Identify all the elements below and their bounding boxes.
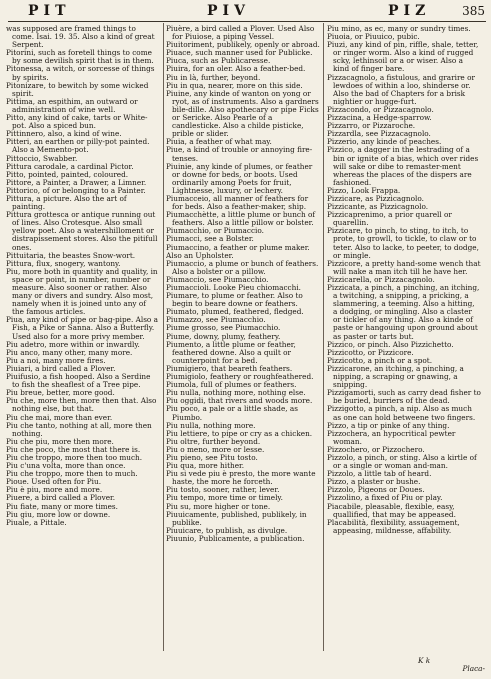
dictionary-entry: Piu è piu, more and more. xyxy=(6,485,103,495)
dictionary-entry: Pizzicarone, an itching, a pinching, a nipping, a scraping or gnawing, a snipping. xyxy=(327,363,464,390)
dictionary-entry: Piu adetro, more within or inwardly. xyxy=(6,339,140,349)
dictionary-entry: Piu nulla, nothing more, nothing else. xyxy=(166,388,306,398)
dictionary-entry: Piu tempo, more time or timely. xyxy=(166,493,283,503)
dictionary-entry: Piumacchio, or Piumaccio. xyxy=(166,226,264,236)
dictionary-entry: Pizzicore, a pretty hand-some wench that will nake a man itch till he have her. xyxy=(327,258,481,276)
dictionary-entry: Pittinnero, also, a kind of wine. xyxy=(6,129,122,139)
dictionary-entry: Pittuitaria, the beastes Snow-wort. xyxy=(6,250,136,260)
dictionary-entry: Pizzochera, an hypocritical pewter woman. xyxy=(327,428,456,446)
page-number: 385 xyxy=(462,4,485,18)
dictionary-entry: Piuuicamente, published, publikely, in publike. xyxy=(166,509,307,527)
dictionary-entry: Pizzacina, a Hedge-sparrow. xyxy=(327,113,432,123)
dictionary-entry: Pizzolo, a little tab of heard. xyxy=(327,469,432,479)
dictionary-entry: Piuifusio, a fish hooped. Also a Serdine to fish the sheaflest of a Tree pipe. xyxy=(6,372,151,390)
dictionary-entry: Piu che piu, more then more. xyxy=(6,436,114,446)
dictionary-entry: Piuuicare, to publish, as divulge. xyxy=(166,525,288,535)
dictionary-entry: Pizzarro, or Pizzaroche. xyxy=(327,121,416,131)
dictionary-entry: Pittura grottesca or antique running out of lines. Also Crotesque. Also small yellow poet. Also a watershilloment or distrapissement stores. Also the pitifull ones. xyxy=(6,210,158,252)
dictionary-entry: Pittima, an espithim, an outward or administration of wine well. xyxy=(6,96,138,114)
dictionary-entry: Pizzicante, as Pizzicagnolo. xyxy=(327,202,429,212)
dictionary-entry: Piuiari, a bird called a Plover. xyxy=(6,363,116,373)
dictionary-entry: Piumaccio, a plume or bunch of feathers. Also a bolster or a pillow. xyxy=(166,258,319,276)
dictionary-entry: Piuira, for an oler. Also a feather-bed. xyxy=(166,64,306,74)
column-2 xyxy=(166,25,320,651)
dictionary-entry: Pizzerio, any kinde of peaches. xyxy=(327,137,442,147)
dictionary-entry: Piuine, any kinde of wanton on yong or ryot, as of instruments. Also a gardners bile-dille. Also apothecary or pipe Ficks or Sericke. Also Pearle of a candlesticke. Also a childe pisticke, prible or slider. xyxy=(166,88,319,139)
dictionary-entry: Piu che poco, the most that there is. xyxy=(6,444,141,454)
dictionary-entry: Piuere, a bird called a Plover. xyxy=(6,493,116,503)
dictionary-entry: Piumola, full of plumes or feathers. xyxy=(166,380,297,390)
dictionary-entry: Piuale, a Pittale. xyxy=(6,517,67,527)
dictionary-entry: Pittura carodale, a cardinal Pictor. xyxy=(6,161,134,171)
dictionary-entry: Piu tosto, sooner, rather, lever. xyxy=(166,485,280,495)
dictionary-entry: Placabilità, flexibility, assuagement, appeasing, mildnesse, affability. xyxy=(327,517,460,535)
dictionary-entry: Piuunio, Publicamente, a publication. xyxy=(166,533,305,543)
column-1 xyxy=(6,25,160,651)
dictionary-entry: Pizzolo, Pigeons or Doues. xyxy=(327,485,425,495)
dictionary-entry: Piu poco, a pale or a little shade, as Piumbo. xyxy=(166,404,298,422)
dictionary-entry: Piu o meno, more or lesse. xyxy=(166,444,265,454)
dictionary-entry: Piu giu, more low or downe. xyxy=(6,509,111,519)
dictionary-entry: Piumato, plumed, feathered, fledged. xyxy=(166,307,304,317)
column-3 xyxy=(327,25,481,651)
dictionary-entry: Piu su, more higher or tone. xyxy=(166,501,271,511)
dictionary-entry: Pizzicotto, a pinch or a spot. xyxy=(327,355,433,365)
dictionary-entry: Piumaccino, a feather or plume maker. xyxy=(166,242,310,252)
dictionary-entry: Pizzigotto, a pinch, a nip. Also as much as one can hold betweene two fingers. xyxy=(327,404,476,422)
dictionary-entry: Pizzolino, a fixed of Piu or play. xyxy=(327,493,443,503)
dictionary-entry: Pizzo, Look Frappa. xyxy=(327,185,401,195)
dictionary-entry: Piu anco, many other, many more. xyxy=(6,347,133,357)
dictionary-entry: Piuzi, any kind of pin, riffle, shale, tetter, or ringer worm. Also a kind of rugged scky, lethinsoil or a or wiser. Also a kind of finger bare. xyxy=(327,40,479,74)
dictionary-entry: Pittorico, of or belonging to a Painter. xyxy=(6,185,146,195)
column-divider-1 xyxy=(163,23,164,651)
dictionary-entry: Piuinie, any kinde of plumes, or feather or downe for beds, or boots. Used ordinarily among Poets for fruit, Lightnesse, luxury, or lechery. xyxy=(166,161,313,195)
dictionary-entry: Pizzo, a plaster or bushe. xyxy=(327,477,421,487)
dictionary-entry: Piu, more both in quantity and quality, in space or point, in number, number or measure. Also sooner or rather. Also many or divers and sundry. Also most, namely when it is joined unto any of the famous articles. xyxy=(6,266,158,317)
dictionary-entry: Piumacci, see a Bolster. xyxy=(166,234,254,244)
dictionary-entry: Piu nulla, nothing more. xyxy=(166,420,256,430)
dictionary-entry: Piu in qua, nearer, more on this side. xyxy=(166,80,303,90)
dictionary-entry: Piuoia, or Piuuico, pubic. xyxy=(327,32,420,42)
header-rule xyxy=(8,21,486,22)
dictionary-entry: Piu mino, as ec, many or sundry times. xyxy=(327,25,471,33)
dictionary-entry: Pizzico, a dagger in the lestrading of a bin or ignite of a bias, which over rides will sake or dibe to remaster-ment whereas the places of the dispers are fashioned. xyxy=(327,145,479,187)
dictionary-entry: Piuca, such as Publicaresse. xyxy=(166,56,271,66)
dictionary-entry: Piu lettiere, to pipe or cry as a chicken. xyxy=(166,428,313,438)
dictionary-entry: Piu c'una volta, more than once. xyxy=(6,461,126,471)
dictionary-entry: Pioue. Used often for Piu. xyxy=(6,477,102,487)
dictionary-entry: Piume grosso, see Piumacchio. xyxy=(166,323,281,333)
dictionary-entry: Pizzicare, as Pizzicagnolo. xyxy=(327,193,424,203)
dictionary-entry: Pitonessa, a witch, or sorcesse of things by spirits. xyxy=(6,64,155,82)
dictionary-entry: Pitto, any kind of cake, tarts or White-pot. Also a spiced bun. xyxy=(6,113,148,131)
dictionary-entry: Piumigiero, that beareth feathers. xyxy=(166,363,293,373)
dictionary-entry: Piu fiate, many or more times. xyxy=(6,501,118,511)
dictionary-entry: Pizzicata, a pinch, a pinching, an itching, a twitching, a snipping, a pricking, a slammering, a teeming. Also a hitting, a dodging, or mingling. Also a claster or tickler of any thing. Also a kinde of paste or hangouing upon ground about as paster or tarts but. xyxy=(327,283,480,341)
page-footer xyxy=(0,656,491,676)
dictionary-entry: Pizzo, a tip or pinke of any thing. xyxy=(327,420,450,430)
dictionary-entry: Pizzicotto, or Pizzicore. xyxy=(327,347,414,357)
dictionary-entry: Pittura, a picture. Also the art of painting. xyxy=(6,193,127,212)
dictionary-entry: Piumaccioli. Looke Pieu chiomacchi. xyxy=(166,283,301,292)
dictionary-entry: Piu oltre, further beyond. xyxy=(166,436,261,446)
dictionary-entry: Piu a noi, many more fires. xyxy=(6,355,106,365)
dictionary-entry: Piuia, a feather of what may. xyxy=(166,137,272,147)
dictionary-entry: Pizzicaprenimo, a prior quarell or quarellin. xyxy=(327,210,452,228)
dictionary-entry: Pizzicare, to pinch, to sting, to itch, to prote, to growll, to tickle, to claw or to teter. Also to lacke, to peeter, to dodge, or mingle. xyxy=(327,226,479,260)
header-right-guideword: PIZ xyxy=(388,3,431,19)
dictionary-entry: Piu pieno, see Pitu tosto. xyxy=(166,452,258,462)
dictionary-entry: Piumacchètte, a little plume or bunch of feathers. Also a little pillow or bolster. xyxy=(166,210,316,228)
dictionary-entry: Piume, downy, plumy, feathery. xyxy=(166,331,281,341)
dictionary-entry: Also an Upholster. xyxy=(166,250,234,260)
dictionary-entry: Pittura, flux, snogery, wantony. xyxy=(6,258,121,268)
dictionary-entry: Pizzigamorti, such as carry dead fisher to be buried, burriers of the dead. xyxy=(327,388,481,406)
column-divider-2 xyxy=(323,23,324,651)
header-left-guideword: PIT xyxy=(28,3,71,19)
dictionary-entry: Pitteri, an earthen or pilly-pot painted. Also a Memento-pot. xyxy=(6,137,150,155)
dictionary-entry: Piu che troppo, more then too much. xyxy=(6,452,143,462)
dictionary-entry: Piu che mai, more than ever. xyxy=(6,412,113,422)
dictionary-entry: Pittore, a Painter, a Drawer, a Limner. xyxy=(6,177,147,187)
dictionary-entry: Piu si vede piu è presto, the more wante haste, the more he forceth. xyxy=(166,469,316,487)
dictionary-entry: Piumazzo, see Piumacchio. xyxy=(166,315,266,325)
dictionary-entry: Pizzacagnolo, a fistulous, and grarire or lewdoes of within a loo, shinderse or. Also the bad of Chapters for a brisk nightier or hugge-furt. xyxy=(327,72,475,106)
dictionary-entry: Pizzicarella, or Pizzacagnolo. xyxy=(327,274,435,284)
dictionary-entry: was supposed are framed things to come. Isai. 19. 35. Also a kind of great Serpent. xyxy=(6,25,155,50)
dictionary-entry: Pitorini, such as foretell things to come by some devilish spirit that is in them. xyxy=(6,48,154,66)
dictionary-entry: Pitto, pointed, painted, coloured. xyxy=(6,169,129,179)
dictionary-entry: Piu breue, better, more good. xyxy=(6,388,115,398)
dictionary-entry: Piumaccio, see Piumacchio. xyxy=(166,274,269,284)
running-header xyxy=(0,2,491,20)
catchword: Placa- xyxy=(462,664,485,673)
dictionary-entry: Pizzacondo, or Pizzacagnolo. xyxy=(327,104,434,114)
dictionary-entry: Piu che, more then, more then that. Also nothing else, but that. xyxy=(6,396,157,414)
dictionary-entry: Piuitoriment, publikely, openly or abroad. xyxy=(166,40,320,50)
dictionary-entry: Pitonizare, to bewitch by some wicked spirit. xyxy=(6,80,149,98)
dictionary-entry: Pizzico, or pinch. Also Pizzichetto. xyxy=(327,339,454,349)
dictionary-entry: Pizzochero, or Pizzochero. xyxy=(327,444,425,454)
dictionary-entry: Piu oggidi, that rivers and woods more. xyxy=(166,396,313,406)
dictionary-entry: Piumigiolo, feathery or roughfeathered. xyxy=(166,372,314,382)
dictionary-entry: Piumacceio, all manner of feathers for for beds. Also a feather-maker, ship. xyxy=(166,193,309,212)
dictionary-entry: Piu che tanto, nothing at all, more then nothing. xyxy=(6,420,152,438)
dictionary-entry: Piu che troppo, more then to much. xyxy=(6,469,138,479)
dictionary-entry: Piu qua, more hither. xyxy=(166,461,245,471)
dictionary-entry: Piuère, a bird called a Plover. Used Also for Piuiose, a piping Vessel. xyxy=(166,25,315,42)
dictionary-entry: Pizzolo, a pinch, or sting. Also a kirtle of or a single or woman and-man. xyxy=(327,452,477,471)
dictionary-entry: Piu in là, further, beyond. xyxy=(166,72,261,82)
dictionary-entry: Piumento, a little plume or feather, feathered downe. Also a quilt or counterpoint for a bed. xyxy=(166,339,296,365)
signature-mark: K k xyxy=(418,656,431,665)
dictionary-entry: Piacabile, pleasable, flexible, easy, quallified, that may be appeased. xyxy=(327,501,456,519)
dictionary-entry: Piue, a kind of trouble or annoying fire-tenses. xyxy=(166,145,313,163)
header-center-guideword: PIV xyxy=(207,3,250,19)
dictionary-entry: Piumare, to plume or feather. Also to begin to beare downe or feathers. xyxy=(166,291,303,309)
dictionary-entry: Piua, any kind of pipe or bag-pipe. Also a Fish, a Pike or Sanna. Also a Butterfly. Used also for a more privy member. xyxy=(6,315,158,341)
dictionary-entry: Pittoccio, Swabber. xyxy=(6,153,78,163)
dictionary-entry: Piuace, such manner used for Publicke. xyxy=(166,48,313,58)
dictionary-entry: Pizzardla, see Pizzacagnolo. xyxy=(327,129,431,139)
